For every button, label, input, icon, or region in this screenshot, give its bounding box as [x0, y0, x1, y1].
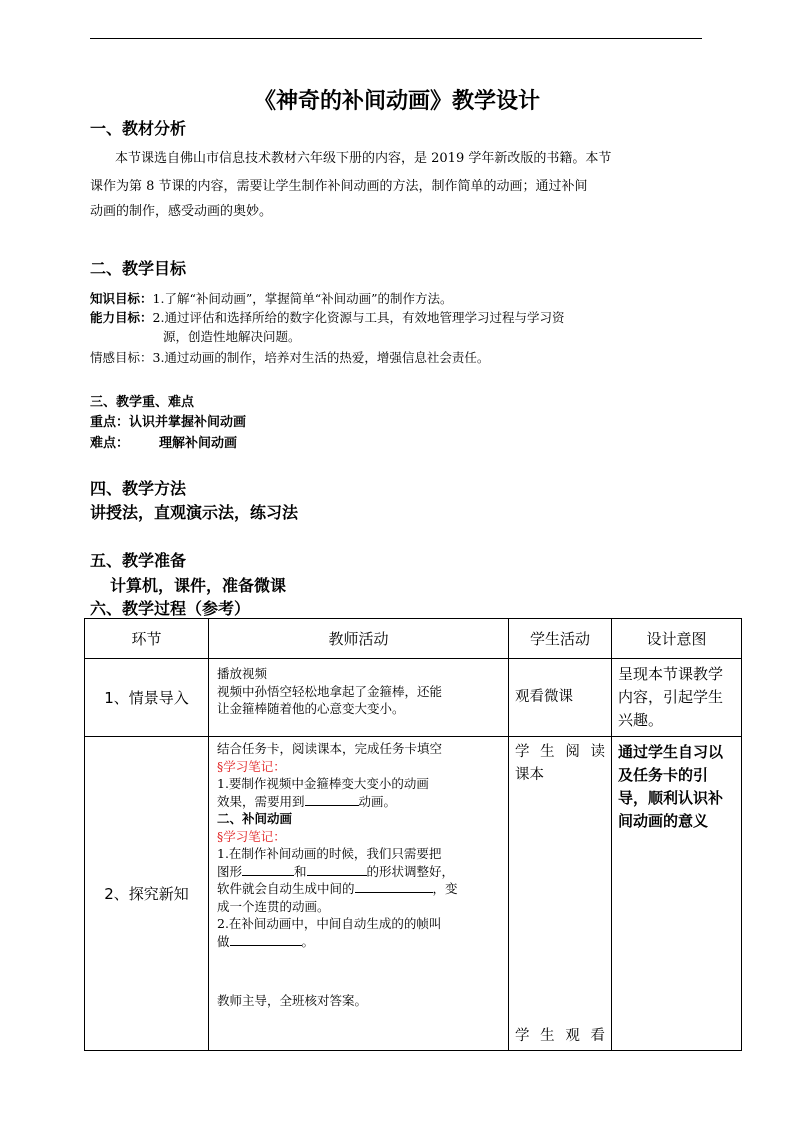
section1-line-1: 本节课选自佛山市信息技术教材六年级下册的内容，是 2019 学年新改版的书籍。本节 — [115, 151, 612, 166]
process-table — [84, 618, 742, 1051]
ability-goal-label: 能力目标： — [90, 310, 153, 325]
knowledge-goal-label: 知识目标： — [90, 291, 153, 306]
task-line-4-a: 效果，需要用到 — [217, 793, 305, 809]
knowledge-goal — [90, 289, 453, 308]
fill-blank-4[interactable] — [355, 880, 433, 893]
table-row — [85, 737, 742, 1051]
section5-heading: 五、教学准备 — [90, 551, 187, 570]
section1-line-3: 动画的制作，感受动画的奥妙。 — [90, 204, 273, 219]
stage-2: 2、探究新知 — [85, 737, 209, 1051]
ability-goal-cont: 源，创造性地解决问题。 — [163, 329, 301, 344]
header-rule — [90, 38, 702, 39]
task-line-8-a: 图形 — [217, 863, 243, 879]
knowledge-goal-text: 1.了解“补间动画”，掌握简单“补间动画”的制作方法。 — [152, 291, 453, 306]
table-row — [85, 659, 742, 737]
task-line-3: 1.要制作视频中金箍棒变大变小的动画 — [217, 776, 429, 791]
task-line-9-a: 软件就会自动生成中间的 — [217, 881, 355, 896]
task-line-1: 结合任务卡，阅读课本，完成任务卡填空 — [217, 741, 443, 756]
section6-heading: 六、教学过程（参考） — [90, 599, 251, 618]
fill-blank-5[interactable] — [230, 933, 302, 946]
teacher-activity-2 — [209, 737, 509, 1051]
document-title: 《神奇的补间动画》教学设计 — [253, 89, 540, 114]
student-2-line-3: 学生观看 — [515, 1028, 605, 1044]
task-line-11: 2.在补间动画中，中间自动生成的的帧叫 — [217, 916, 442, 931]
header-teacher: 教师活动 — [209, 619, 509, 659]
teacher-activity-1 — [209, 659, 509, 737]
section4-heading: 四、教学方法 — [90, 479, 187, 498]
teaching-methods: 讲授法，直观演示法，练习法 — [90, 503, 299, 522]
student-2-line-2: 课本 — [515, 767, 544, 783]
difficult-label: 难点： — [90, 436, 130, 451]
difficult-point — [90, 432, 237, 451]
study-notes-label-2: §学习笔记： — [217, 828, 286, 844]
subheading-tween: 二、补间动画 — [217, 811, 293, 826]
task-line-13: 教师主导，全班核对答案。 — [217, 993, 368, 1008]
task-line-12-a: 做 — [217, 933, 230, 949]
task-line-9-b: ，变 — [432, 881, 458, 896]
student-activity-2 — [509, 737, 612, 1051]
task-line-8 — [217, 863, 504, 881]
preparation: 计算机，课件，准备微课 — [110, 576, 287, 595]
table-header-row — [85, 619, 742, 659]
stage-1: 1、情景导入 — [85, 659, 209, 737]
section1-heading: 一、教材分析 — [90, 119, 187, 138]
task-line-12-b: 。 — [301, 933, 315, 949]
task-line-10: 成一个连贯的动画。 — [217, 898, 330, 914]
teacher-1-line-2: 视频中孙悟空轻松地拿起了金箍棒，还能 — [217, 683, 443, 699]
header-stage: 环节 — [85, 619, 209, 659]
fill-blank-2[interactable] — [242, 863, 294, 876]
key-point: 重点：认识并掌握补间动画 — [90, 415, 247, 430]
emotion-goal: 情感目标：3.通过动画的制作，培养对生活的热爱，增强信息社会责任。 — [90, 350, 490, 365]
header-student: 学生活动 — [509, 619, 612, 659]
study-notes-label-1: §学习笔记： — [217, 758, 286, 774]
section1-line-2: 课作为第 8 节课的内容，需要让学生制作补间动画的方法，制作简单的动画；通过补间 — [90, 179, 588, 194]
task-line-8-c: 的形状调整好， — [366, 863, 455, 879]
section3-heading: 三、教学重、难点 — [90, 395, 195, 410]
task-line-4 — [217, 793, 504, 811]
header-design: 设计意图 — [612, 619, 742, 659]
difficult-text: 理解补间动画 — [159, 436, 238, 451]
task-line-4-b: 动画。 — [358, 793, 397, 809]
design-intent-1: 呈现本节课教学内容，引起学生兴趣。 — [612, 659, 742, 737]
student-activity-1: 观看微课 — [509, 659, 612, 737]
task-line-12 — [217, 933, 504, 951]
task-line-8-b: 和 — [294, 863, 307, 879]
ability-goal-text: 2.通过评估和选择所给的数字化资源与工具，有效地管理学习过程与学习资 — [152, 310, 565, 325]
teacher-1-line-1: 播放视频 — [217, 666, 268, 681]
teacher-1-line-3: 让金箍棒随着他的心意变大变小。 — [217, 701, 405, 716]
task-line-7: 1.在制作补间动画的时候，我们只需要把 — [217, 846, 442, 861]
fill-blank-1[interactable] — [305, 793, 359, 806]
section2-heading: 二、教学目标 — [90, 259, 187, 278]
student-2-line-1: 学生阅读 — [515, 744, 605, 760]
fill-blank-3[interactable] — [307, 863, 367, 876]
design-intent-2: 通过学生自习以及任务卡的引导，顺利认识补间动画的意义 — [612, 737, 742, 1051]
task-line-9 — [217, 880, 504, 898]
ability-goal — [90, 308, 564, 327]
